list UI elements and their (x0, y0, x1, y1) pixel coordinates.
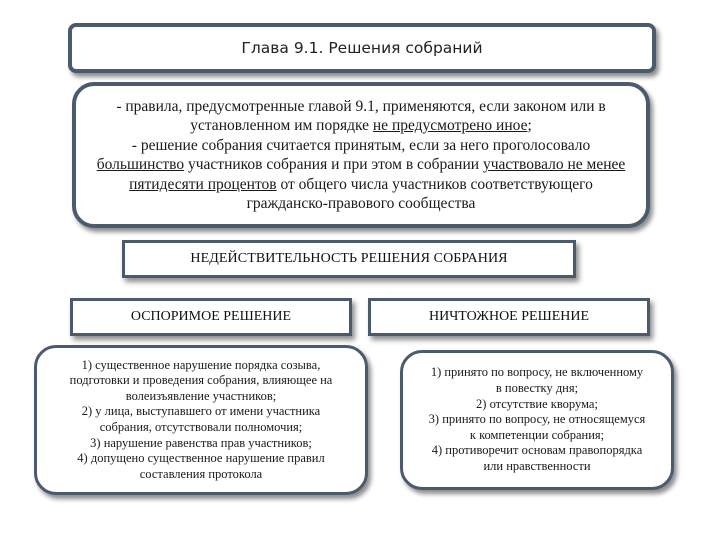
chapter-title: Глава 9.1. Решения собраний (241, 39, 483, 57)
void-decision-label: НИЧТОЖНОЕ РЕШЕНИЕ (428, 309, 590, 324)
rules-text (90, 97, 632, 214)
chapter-title-box (68, 23, 656, 73)
void-grounds-list (413, 365, 661, 474)
contestable-ground-line: составления протокола (139, 466, 263, 481)
rule-1-text: - правила, предусмотренные главой 9.1, применяются, если законом или в установленном им порядке (116, 97, 606, 134)
contestable-decision-label: ОСПОРИМОЕ РЕШЕНИЕ (130, 309, 292, 324)
contestable-ground-line: 2) у лица, выступавшего от имени участника (81, 404, 321, 419)
void-ground-line: в повестку дня; (495, 381, 579, 396)
contestable-grounds-list (47, 358, 355, 483)
contestable-ground-line: собрания, отсутствовали полномочия; (99, 420, 303, 434)
void-ground-line: или нравственности (483, 458, 591, 473)
void-ground-line: 2) отсутствие кворума; (476, 396, 598, 411)
rules-box (72, 82, 650, 228)
contestable-ground-line: 1) существенное нарушение порядка созыва, (81, 357, 321, 372)
rule-1-end: ; (527, 117, 532, 134)
rule-1-underlined: не предусмотрено иное (372, 117, 528, 134)
contestable-ground-line: подготовки и проведения собрания, влияющее на (69, 373, 333, 388)
invalidity-label: НЕДЕЙСТВИТЕЛЬНОСТЬ РЕШЕНИЯ СОБРАНИЯ (190, 251, 508, 266)
void-ground-line: 3) принято по вопросу, не относящемуся (428, 412, 646, 427)
contestable-ground-line: 4) допущено существенное нарушение правил (77, 451, 325, 466)
void-grounds-box (400, 350, 674, 490)
void-ground-line: 1) принято по вопросу, не включенному (430, 365, 644, 380)
contestable-ground-line: волеизъявление участников; (125, 388, 277, 403)
rule-2-text: - решение собрания считается принятым, если за него проголосовало (131, 136, 591, 154)
invalidity-box (122, 240, 576, 278)
rule-2-end: от общего числа участников соответствующего гражданско-правового сообщества (246, 175, 593, 212)
rule-2-mid: участников собрания и при этом в собрании (184, 156, 483, 173)
void-ground-line: 4) противоречит основам правопорядка (431, 443, 643, 458)
rule-2-underlined-quorum: участвовало не менее пятидесяти процентов (129, 156, 626, 193)
rule-2-underlined-majority: большинство (96, 156, 185, 173)
void-ground-line: к компетенции собрания; (469, 427, 605, 442)
contestable-grounds-box (34, 345, 368, 495)
contestable-decision-box (70, 298, 352, 336)
void-decision-box (368, 298, 650, 336)
contestable-ground-line: 3) нарушение равенства прав участников; (90, 435, 312, 450)
